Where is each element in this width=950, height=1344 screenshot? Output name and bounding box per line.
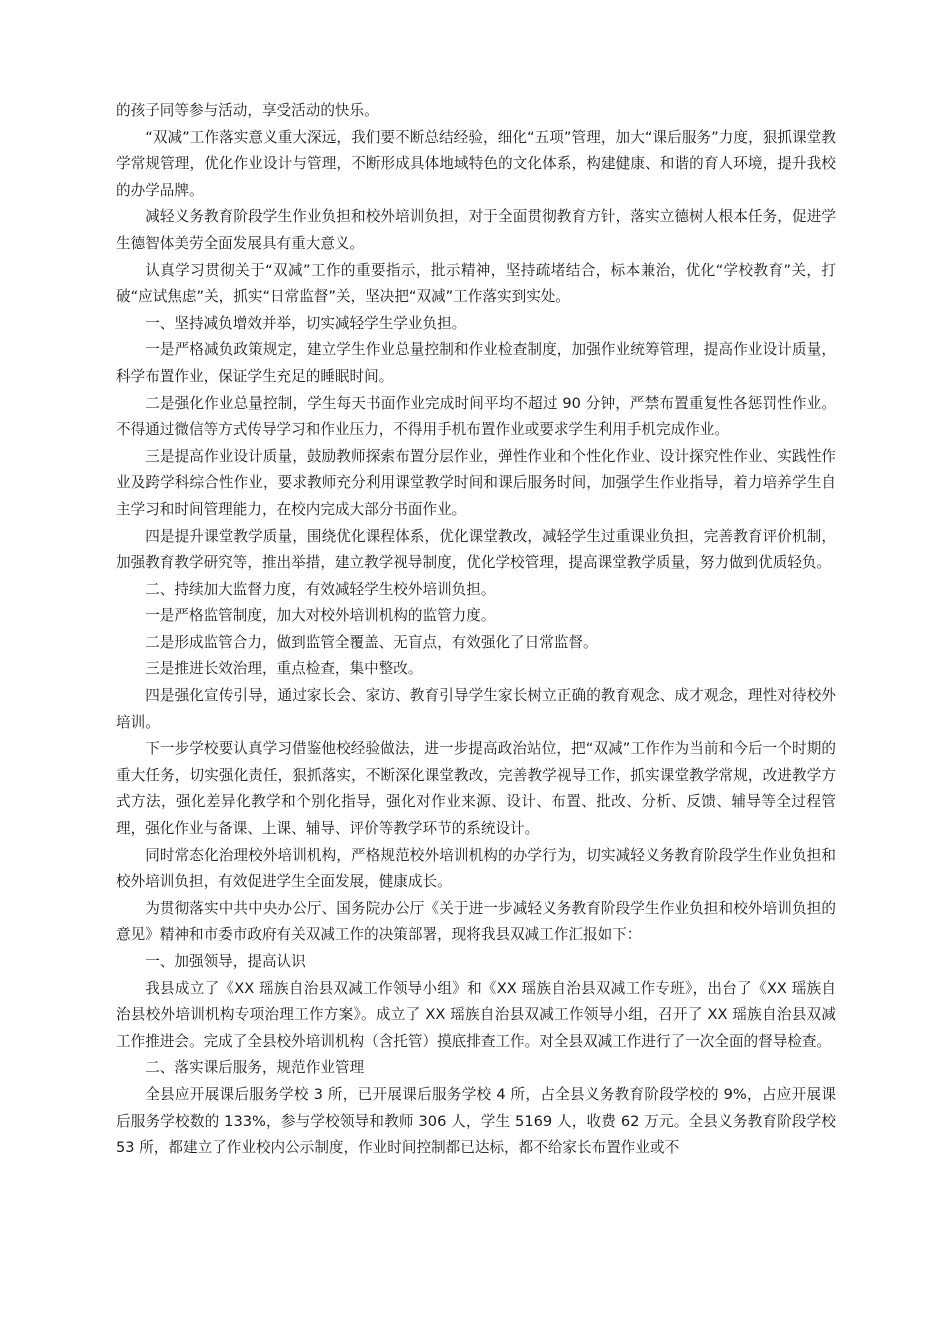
paragraph-continued: 的孩子同等参与活动，享受活动的快乐。 [116, 102, 379, 119]
paragraph: 四是强化宣传引导，通过家长会、家访、教育引导学生家长树立正确的教育观念、成才观念，理性对待校外培训。 [116, 687, 836, 731]
paragraph: 一是严格减负政策规定，建立学生作业总量控制和作业检查制度，加强作业统筹管理，提高作业设计质量，科学布置作业，保证学生充足的睡眠时间。 [116, 341, 836, 385]
section-heading: 一、加强领导，提高认识 [145, 953, 306, 970]
paragraph: “双减”工作落实意义重大深远，我们要不断总结经验，细化“五项”管理，加大“课后服务”力度，狠抓课堂教学常规管理，优化作业设计与管理，不断形成具体地域特色的文化体系，构建健康、和谐的育人环境，提升我校的办学品牌。 [116, 128, 836, 199]
paragraph: 为贯彻落实中共中央办公厅、国务院办公厅《关于进一步减轻义务教育阶段学生作业负担和校外培训负担的意见》精神和市委市政府有关双减工作的决策部署，现将我县双减工作汇报如下： [116, 899, 836, 944]
paragraph: 下一步学校要认真学习借鉴他校经验做法，进一步提高政治站位，把“双减”工作作为当前和今后一个时期的重大任务，切实强化责任，狠抓落实，不断深化课堂教改，完善教学视导工作，抓实课堂教学常规，改进教学方式方法，强化差异化教学和个别化指导，强化对作业来源、设计、布置、批改、分析、反馈、辅导等全过程管理，强化作业与备课、上课、辅导、评价等教学环节的系统设计。 [116, 740, 836, 838]
document-page [116, 98, 836, 1162]
paragraph: 二是形成监管合力，做到监管全覆盖、无盲点，有效强化了日常监督。 [145, 633, 598, 651]
paragraph: 减轻义务教育阶段学生作业负担和校外培训负担，对于全面贯彻教育方针，落实立德树人根本任务，促进学生德智体美劳全面发展具有重大意义。 [116, 208, 836, 252]
paragraph: 一是严格监管制度，加大对校外培训机构的监管力度。 [145, 607, 496, 625]
paragraph: 三是推进长效治理，重点检查，集中整改。 [145, 660, 423, 678]
section-heading: 一、坚持减负增效并举，切实减轻学生学业负担。 [145, 314, 467, 332]
section-heading: 二、持续加大监督力度，有效减轻学生校外培训负担。 [145, 580, 496, 598]
paragraph: 同时常态化治理校外培训机构，严格规范校外培训机构的办学行为，切实减轻义务教育阶段学生作业负担和校外培训负担，有效促进学生全面发展，健康成长。 [116, 846, 836, 891]
paragraph: 全县应开展课后服务学校 3 所，已开展课后服务学校 4 所，占全县义务教育阶段学校的 9%，占应开展课后服务学校数的 133%，参与学校领导和教师 306 人，学生 5169 人，收费 62 万元。全县义务教育阶段学校 53 所，都建立了作业校内公示制度，作业时间控制都已达标，都不给家长布置作业或不 [116, 1085, 836, 1157]
paragraph: 认真学习贯彻关于“双减”工作的重要指示，批示精神，坚持疏堵结合，标本兼治，优化“学校教育”关，打破“应试焦虑”关，抓实“日常监督”关，坚决把“双减”工作落实到实处。 [116, 261, 836, 306]
paragraph: 二是强化作业总量控制，学生每天书面作业完成时间平均不超过 90 分钟，严禁布置重复性各惩罚性作业。不得通过微信等方式传导学习和作业压力，不得用手机布置作业或要求学生利用手机完成作业。 [116, 394, 836, 439]
paragraph: 我县成立了《XX 瑶族自治县双减工作领导小组》和《XX 瑶族自治县双减工作专班》，出台了《XX 瑶族自治县校外培训机构专项治理工作方案》。成立了 XX 瑶族自治县双减工作领导小组，召开了 XX 瑶族自治县双减工作推进会。完成了全县校外培训机构（含托管）摸底排查工作。对全县双减工作进行了一次全面的督导检查。 [116, 979, 836, 1050]
paragraph: 四是提升课堂教学质量，围绕优化课程体系，优化课堂教改，减轻学生过重课业负担，完善教育评价机制，加强教育教学研究等，推出举措，建立教学视导制度，优化学校管理，提高课堂教学质量，努力做到优质轻负。 [116, 527, 836, 572]
paragraph: 三是提高作业设计质量，鼓励教师探索布置分层作业，弹性作业和个性化作业、设计探究性作业、实践性作业及跨学科综合性作业，要求教师充分利用课堂教学时间和课后服务时间，加强学生作业指导，着力培养学生自主学习和时间管理能力，在校内完成大部分书面作业。 [116, 447, 836, 518]
section-heading: 二、落实课后服务，规范作业管理 [145, 1059, 365, 1077]
